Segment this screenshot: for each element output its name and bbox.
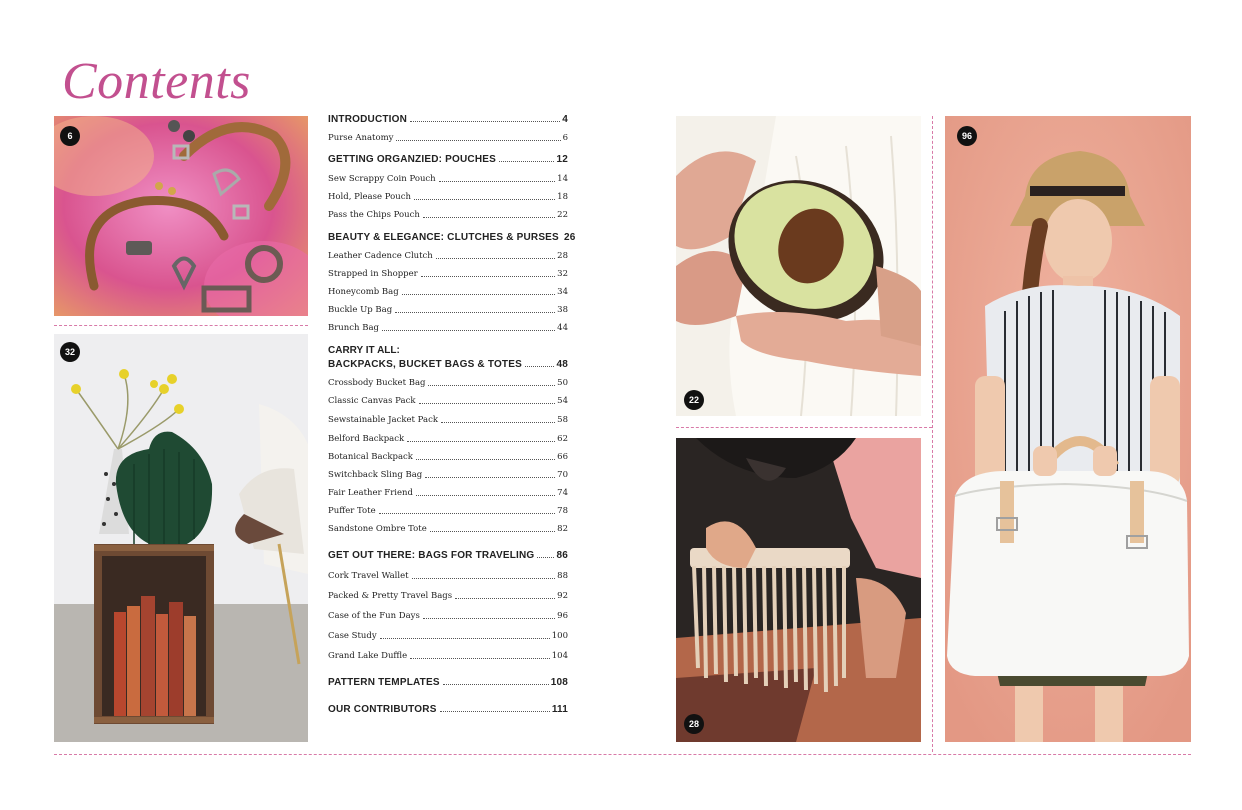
toc-entry[interactable]: OUR CONTRIBUTORS 111 xyxy=(328,704,568,715)
divider xyxy=(932,116,933,752)
page-badge-22: 22 xyxy=(684,390,704,410)
toc-entry[interactable]: BACKPACKS, BUCKET BAGS & TOTES 48 xyxy=(328,359,568,370)
toc-entry[interactable]: Honeycomb Bag 34 xyxy=(328,287,568,297)
purse-hardware-photo xyxy=(54,116,308,316)
toc-entry[interactable]: Fair Leather Friend 74 xyxy=(328,488,568,498)
toc-entry[interactable]: Brunch Bag 44 xyxy=(328,323,568,333)
divider xyxy=(54,325,308,326)
toc-entry[interactable]: Buckle Up Bag 38 xyxy=(328,305,568,315)
toc-entry[interactable]: Sandstone Ombre Tote 82 xyxy=(328,524,568,534)
page-badge-28: 28 xyxy=(684,714,704,734)
toc-entry[interactable]: Belford Backpack 62 xyxy=(328,434,568,444)
toc-entry[interactable]: Botanical Backpack 66 xyxy=(328,452,568,462)
toc-entry[interactable]: GET OUT THERE: BAGS FOR TRAVELING 86 xyxy=(328,550,568,561)
toc-entry[interactable]: Sew Scrappy Coin Pouch 14 xyxy=(328,174,568,184)
toc-entry[interactable]: Case Study 100 xyxy=(328,631,568,641)
toc-entry[interactable]: Crossbody Bucket Bag 50 xyxy=(328,378,568,388)
model-duffle-photo xyxy=(945,116,1191,742)
toc-entry[interactable]: Purse Anatomy 6 xyxy=(328,133,568,143)
toc-entry[interactable]: Cork Travel Wallet 88 xyxy=(328,571,568,581)
page-badge-6: 6 xyxy=(60,126,80,146)
toc-entry[interactable]: Puffer Tote 78 xyxy=(328,506,568,516)
page-title: Contents xyxy=(62,53,251,110)
divider xyxy=(676,427,932,428)
toc-entry[interactable]: Pass the Chips Pouch 22 xyxy=(328,210,568,220)
toc-entry[interactable]: Grand Lake Duffle 104 xyxy=(328,651,568,661)
toc-entry[interactable]: INTRODUCTION 4 xyxy=(328,114,568,125)
toc-entry[interactable]: Hold, Please Pouch 18 xyxy=(328,192,568,202)
toc-entry[interactable]: Packed & Pretty Travel Bags 92 xyxy=(328,591,568,601)
toc-entry[interactable]: Strapped in Shopper 32 xyxy=(328,269,568,279)
toc-entry[interactable]: BEAUTY & ELEGANCE: CLUTCHES & PURSES 26 xyxy=(328,232,576,243)
avocado-pouch-photo xyxy=(676,116,921,416)
toc-entry[interactable]: GETTING ORGANZIED: POUCHES 12 xyxy=(328,154,568,165)
toc-entry[interactable]: Leather Cadence Clutch 28 xyxy=(328,251,568,261)
page-badge-96: 96 xyxy=(957,126,977,146)
toc-entry[interactable]: PATTERN TEMPLATES 108 xyxy=(328,677,568,688)
toc-entry[interactable]: Case of the Fun Days 96 xyxy=(328,611,568,621)
toc-section-heading: CARRY IT ALL: xyxy=(328,345,400,356)
fringe-clutch-photo xyxy=(676,438,921,742)
bucket-bag-crate-photo xyxy=(54,334,308,742)
toc-entry[interactable]: Switchback Sling Bag 70 xyxy=(328,470,568,480)
divider xyxy=(54,754,1191,755)
toc-entry[interactable]: Sewstainable Jacket Pack 58 xyxy=(328,415,568,425)
toc-entry[interactable]: Classic Canvas Pack 54 xyxy=(328,396,568,406)
page-badge-32: 32 xyxy=(60,342,80,362)
